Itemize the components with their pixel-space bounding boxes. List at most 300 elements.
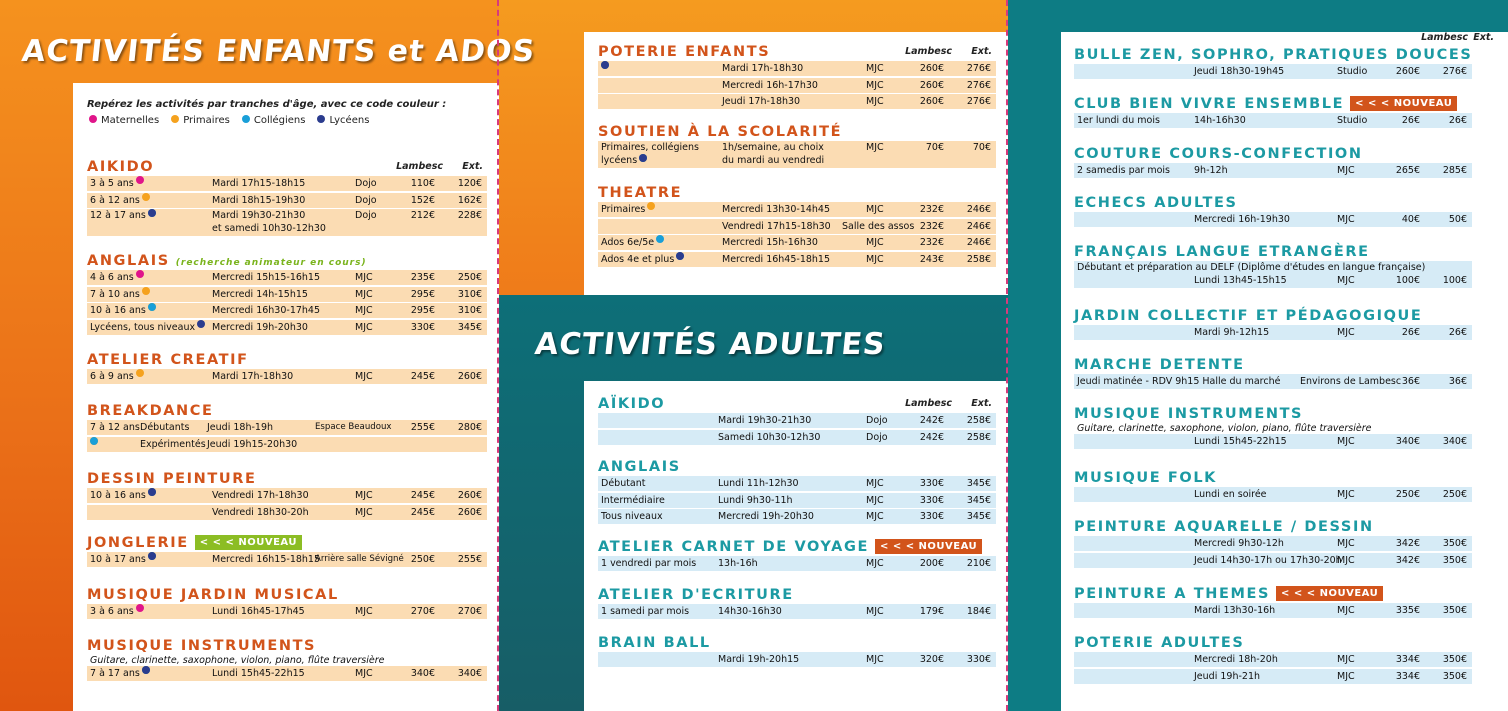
activity-section: [1061, 405, 1508, 451]
nouveau-badge: < < < NOUVEAU: [1350, 96, 1457, 111]
row-price-lambesc: 330€: [919, 478, 944, 489]
activity-section: [73, 586, 499, 621]
activity-title: [598, 634, 996, 652]
activity-title-text: JONGLERIE: [87, 535, 189, 551]
row-place: MJC: [1337, 605, 1355, 616]
row-price-ext: 50€: [1448, 214, 1467, 225]
activity-section: [73, 637, 499, 683]
activity-title-text: ANGLAIS: [598, 459, 681, 475]
row-schedule: Mercredi 19h-20h30: [718, 511, 814, 522]
row-schedule: Lundi 16h45-17h45: [212, 606, 305, 617]
schedule-row: [1074, 603, 1472, 618]
row-price-lambesc: 295€: [410, 305, 435, 316]
activity-section: [1061, 243, 1508, 290]
schedule-row: [87, 320, 487, 335]
age-dot: [142, 287, 150, 295]
activity-title: [1074, 194, 1472, 212]
row-place: Studio: [1337, 66, 1368, 77]
row-place: Dojo: [866, 415, 888, 426]
row-price-lambesc: 335€: [1395, 605, 1420, 616]
activity-section: [73, 470, 499, 521]
row-schedule: Mercredi 16h-17h30: [722, 79, 818, 91]
column-lambesc: Lambesc: [905, 398, 952, 409]
row-price-lambesc: 260€: [919, 96, 944, 107]
row-price-lambesc: 340€: [410, 668, 435, 679]
row-schedule: Mardi 9h-12h15: [1194, 327, 1270, 338]
legend-intro: Repérez les activités par tranches d'âge, avec ce code couleur :: [87, 99, 447, 110]
row-schedule: Mardi 17h15-18h15: [212, 178, 306, 189]
activity-title-text: COUTURE COURS-CONFECTION: [1074, 146, 1363, 162]
row-schedule: Mercredi 16h30-17h45: [212, 305, 321, 316]
row-price-ext: 246€: [966, 237, 991, 248]
row-price-lambesc: 242€: [919, 415, 944, 426]
row-place: MJC: [1337, 489, 1355, 500]
row-schedule: 14h30-16h30: [718, 606, 782, 617]
row-schedule: Lundi 11h-12h30: [718, 478, 799, 489]
row-price-ext: 345€: [966, 494, 991, 506]
row-age: [90, 287, 140, 302]
row-age-text: 3 à 5 ans: [90, 178, 134, 189]
row-price-ext: 310€: [457, 305, 482, 316]
activity-title: [87, 586, 487, 604]
row-price-lambesc: 342€: [1395, 554, 1420, 566]
schedule-row: [1074, 434, 1472, 449]
activity-title-text: ATELIER CREATIF: [87, 352, 249, 368]
schedule-row: [87, 488, 487, 503]
schedule-row: [87, 270, 487, 285]
row-schedule: Mardi 19h30-21h30: [212, 210, 306, 221]
row-age: [90, 176, 134, 191]
row-price-lambesc: 260€: [919, 63, 944, 74]
schedule-row: [87, 287, 487, 302]
row-place: MJC: [866, 511, 884, 522]
age-dot: [656, 235, 664, 243]
column-ext: Ext.: [971, 398, 992, 409]
row-price-ext: 276€: [966, 96, 991, 107]
row-schedule: Lundi 13h45-15h15: [1194, 275, 1287, 286]
column-lambesc: Lambesc: [1421, 32, 1468, 43]
activity-title: [598, 123, 996, 141]
row-schedule: Mardi 19h30-21h30: [718, 415, 812, 426]
row-price-ext: 258€: [966, 431, 991, 443]
activity-title-text: BREAKDANCE: [87, 403, 214, 419]
age-dot: [136, 176, 144, 184]
schedule-row: [598, 413, 996, 428]
row-age-text: 10 à 16 ans: [90, 490, 146, 501]
row-price-ext: 280€: [457, 422, 482, 433]
row-price-lambesc: 255€: [410, 422, 435, 433]
legend-items: [87, 115, 446, 126]
activity-title-text: SOUTIEN À LA SCOLARITÉ: [598, 124, 843, 140]
row-price-ext: 260€: [457, 371, 482, 382]
legend-dot-3: [317, 115, 325, 123]
activity-title: [1074, 145, 1472, 163]
row-price-lambesc: 340€: [1395, 436, 1420, 447]
activity-title: [598, 458, 996, 476]
schedule-row: [1074, 553, 1472, 568]
column-lambesc: Lambesc: [905, 46, 952, 57]
row-schedule: Samedi 10h30-12h30: [718, 431, 821, 443]
row-place: MJC: [1337, 436, 1355, 447]
note-text: Guitare, clarinette, saxophone, violon, piano, flûte traversière: [1077, 423, 1372, 434]
row-schedule: Mercredi 13h30-14h45: [722, 204, 831, 215]
row-age-text: 6 à 9 ans: [90, 371, 134, 382]
row-price-lambesc: 334€: [1395, 654, 1420, 665]
age-dot: [136, 369, 144, 377]
row-price-lambesc: 26€: [1401, 115, 1420, 126]
age-dot: [197, 320, 205, 328]
activity-note: [87, 655, 487, 666]
row-age: [90, 209, 146, 222]
row-price-lambesc: 330€: [919, 511, 944, 522]
activity-subtitle: (recherche animateur en cours): [175, 258, 367, 268]
row-price-lambesc: 232€: [919, 204, 944, 215]
row-age-text: Tous niveaux: [601, 511, 663, 522]
row-price-ext: 228€: [457, 210, 482, 221]
row-level: Débutants: [140, 422, 190, 433]
row-price-ext: 345€: [966, 478, 991, 489]
nouveau-badge: < < < NOUVEAU: [1276, 586, 1383, 601]
row-schedule: Lundi 9h30-11h: [718, 494, 793, 506]
row-age: [601, 202, 645, 217]
row-price-ext: 250€: [1442, 489, 1467, 500]
age-dot: [136, 604, 144, 612]
row-schedule: Mercredi 16h45-18h15: [722, 253, 831, 265]
row-age-text: Débutant: [601, 478, 646, 489]
row-price-ext: 26€: [1448, 327, 1467, 338]
row-age-text: Ados 4e et plus: [601, 253, 675, 265]
row-schedule: Lundi en soirée: [1194, 489, 1267, 500]
row-price-lambesc: 245€: [410, 490, 435, 501]
age-dot: [601, 61, 609, 69]
schedule-row: [598, 252, 996, 267]
age-dot: [148, 552, 156, 560]
activity-title: [87, 534, 487, 552]
row-price-lambesc: 295€: [410, 288, 435, 300]
row-schedule: Mercredi 16h15-18h15: [212, 554, 321, 565]
row-age: [601, 604, 689, 619]
schedule-row: [1074, 536, 1472, 551]
row-schedule-2: et samedi 10h30-12h30: [212, 223, 326, 234]
row-schedule: 14h-16h30: [1194, 115, 1246, 126]
row-price-lambesc: 342€: [1395, 538, 1420, 549]
schedule-row: [1074, 487, 1472, 502]
age-legend: [87, 99, 446, 126]
row-price-ext: 350€: [1442, 605, 1467, 616]
row-price-lambesc: 334€: [1395, 670, 1420, 682]
row-price-ext: 260€: [457, 490, 482, 501]
activity-title-text: MUSIQUE JARDIN MUSICAL: [87, 587, 339, 603]
activity-title-text: JARDIN COLLECTIF ET PÉDAGOGIQUE: [1074, 308, 1423, 324]
row-price-ext: 36€: [1448, 376, 1467, 387]
row-place: MJC: [866, 494, 884, 506]
row-age-text: Primaires: [601, 204, 646, 215]
activity-title-text: DESSIN PEINTURE: [87, 471, 257, 487]
row-price-ext: 345€: [966, 511, 991, 522]
row-price-lambesc: 26€: [1401, 327, 1420, 338]
row-place: MJC: [355, 668, 373, 679]
activity-title-text: ATELIER CARNET DE VOYAGE: [598, 539, 869, 555]
row-schedule: Jeudi 19h15-20h30: [207, 438, 298, 450]
kids-banner-title: ACTIVITÉS ENFANTS et ADOS: [20, 34, 537, 69]
schedule-row: [87, 604, 487, 619]
age-dot: [148, 209, 156, 217]
row-level: Expérimentés: [140, 438, 206, 450]
activity-section: [1061, 356, 1508, 391]
schedule-row: [1074, 325, 1472, 340]
row-age-text: 3 à 6 ans: [90, 606, 134, 617]
row-price-ext: 250€: [457, 272, 482, 283]
activity-section: [73, 534, 499, 569]
row-age: [1077, 163, 1170, 178]
row-place: MJC: [866, 558, 884, 569]
schedule-row: [598, 652, 996, 667]
schedule-row: [87, 420, 487, 435]
row-place: Dojo: [355, 178, 377, 189]
row-price-ext: 246€: [966, 204, 991, 215]
row-place: MJC: [355, 272, 373, 283]
row-schedule: Mercredi 14h-15h15: [212, 288, 308, 300]
activity-title-text: FRANÇAIS LANGUE ETRANGÈRE: [1074, 244, 1370, 260]
row-schedule: Jeudi 18h30-19h45: [1194, 66, 1285, 77]
row-schedule: Lundi 15h45-22h15: [1194, 436, 1287, 447]
row-age-2: [601, 154, 637, 167]
row-price-ext: 276€: [966, 63, 991, 74]
row-schedule: 9h-12h: [1194, 165, 1228, 176]
schedule-row: [1074, 261, 1472, 288]
age-dot: [142, 666, 150, 674]
row-place: MJC: [355, 506, 373, 518]
activity-title-text: PEINTURE A THEMES: [1074, 586, 1271, 602]
row-price-ext: 246€: [966, 220, 991, 232]
schedule-row: [87, 176, 487, 191]
fold-line-right: [1006, 0, 1008, 711]
activity-title: [1074, 469, 1472, 487]
row-age: [601, 235, 654, 250]
schedule-row: [1074, 163, 1472, 178]
row-age: [90, 552, 146, 567]
row-price-ext: 210€: [966, 558, 991, 569]
kids-activities-card: [73, 83, 499, 711]
row-age-text: 7 à 12 ans: [90, 422, 140, 433]
row-age: [601, 556, 696, 571]
adults-activities-card-2: [1061, 32, 1508, 711]
row-place: MJC: [866, 79, 884, 91]
schedule-row: [598, 61, 996, 76]
activity-title: [1074, 95, 1472, 113]
row-age: [90, 303, 146, 318]
row-age-text: 10 à 17 ans: [90, 554, 146, 565]
activity-title: [1074, 356, 1472, 374]
row-schedule: 1h/semaine, au choix: [722, 142, 824, 153]
schedule-row: [1074, 64, 1472, 79]
schedule-row: [598, 509, 996, 524]
row-age: [601, 509, 663, 524]
row-price-ext: 260€: [457, 506, 482, 518]
row-price-ext: 276€: [966, 79, 991, 91]
row-place: MJC: [866, 142, 884, 153]
row-schedule: Jeudi 18h-19h: [207, 422, 274, 433]
row-age: [90, 369, 134, 384]
fold-line-left: [497, 0, 499, 711]
activity-title-text: BRAIN BALL: [598, 635, 711, 651]
row-schedule: Mercredi 16h-19h30: [1194, 214, 1290, 225]
row-price-lambesc: 260€: [1395, 66, 1420, 77]
row-age-text-2: lycéens: [601, 155, 638, 166]
row-price-lambesc: 245€: [410, 506, 435, 518]
legend-label: Primaires: [183, 115, 230, 126]
activity-section: [584, 43, 1008, 111]
nouveau-badge: < < < NOUVEAU: [875, 539, 982, 554]
activity-section: [584, 123, 1008, 170]
activity-title-text: CLUB BIEN VIVRE ENSEMBLE: [1074, 96, 1345, 112]
legend-dot-2: [242, 115, 250, 123]
schedule-row: [598, 430, 996, 445]
activity-title-text: MUSIQUE INSTRUMENTS: [87, 638, 317, 654]
activity-title-text: POTERIE ENFANTS: [598, 44, 771, 60]
row-price-lambesc: 265€: [1395, 165, 1420, 176]
activity-title-text: AÏKIDO: [598, 396, 666, 412]
schedule-row: [598, 235, 996, 250]
row-price-lambesc: 110€: [410, 178, 435, 189]
schedule-row: [87, 552, 487, 567]
age-dot: [142, 193, 150, 201]
activity-section: [1061, 585, 1508, 620]
activity-title: [87, 470, 487, 488]
note-text: Guitare, clarinette, saxophone, violon, piano, flûte traversière: [90, 655, 385, 666]
row-age: [90, 604, 134, 619]
activity-section: [73, 158, 499, 238]
row-place: MJC: [1337, 275, 1355, 286]
row-age: [90, 420, 140, 435]
column-ext: Ext.: [1473, 32, 1494, 43]
row-schedule: Mercredi 15h15-16h15: [212, 272, 321, 283]
row-place: Salle des assos: [842, 220, 915, 232]
row-place: MJC: [866, 204, 884, 215]
row-schedule: Mardi 18h15-19h30: [212, 194, 306, 206]
row-price-ext: 350€: [1442, 554, 1467, 566]
activity-title: [87, 351, 487, 369]
activity-section: [1061, 634, 1508, 685]
schedule-row: [598, 604, 996, 619]
row-schedule: Vendredi 17h-18h30: [212, 490, 309, 501]
activity-title: [598, 586, 996, 604]
activity-section: [584, 458, 1008, 526]
row-schedule: Jeudi 14h30-17h ou 17h30-20h: [1194, 554, 1342, 566]
row-place: MJC: [866, 478, 884, 489]
row-schedule: 13h-16h: [718, 558, 758, 569]
legend-dot-0: [89, 115, 97, 123]
activity-title: [87, 252, 487, 270]
schedule-row: [87, 437, 487, 452]
schedule-row: [598, 476, 996, 491]
age-dot: [148, 488, 156, 496]
row-place: MJC: [1337, 538, 1355, 549]
row-price-lambesc: 330€: [919, 494, 944, 506]
row-place: MJC: [355, 305, 373, 316]
schedule-row: [598, 202, 996, 217]
activity-title-text: THEATRE: [598, 185, 683, 201]
row-schedule: Mardi 13h30-16h: [1194, 605, 1276, 616]
row-price-ext: 258€: [966, 253, 991, 265]
row-place: MJC: [1337, 670, 1355, 682]
row-place: MJC: [1337, 165, 1355, 176]
row-price-ext: 350€: [1442, 538, 1467, 549]
row-price-lambesc: 232€: [919, 220, 944, 232]
row-age: [601, 476, 646, 491]
row-place: MJC: [355, 606, 373, 617]
schedule-row: [598, 493, 996, 508]
schedule-row: [87, 193, 487, 208]
row-price-lambesc: 270€: [410, 606, 435, 617]
row-age-text: Primaires, collégiens: [601, 142, 699, 153]
activity-title-text: ECHECS ADULTES: [1074, 195, 1238, 211]
row-place: Dojo: [866, 431, 888, 443]
activity-title-text: AIKIDO: [87, 159, 155, 175]
activity-title: [1074, 243, 1472, 261]
row-age: [1077, 374, 1280, 389]
row-schedule: Mercredi 9h30-12h: [1194, 538, 1284, 549]
row-age: [601, 252, 674, 267]
row-price-lambesc: 330€: [410, 321, 435, 333]
age-dot: [639, 154, 647, 162]
adults-banner-title: ACTIVITÉS ADULTES: [533, 327, 888, 362]
row-price-ext: 120€: [457, 178, 482, 189]
activity-title: [598, 538, 996, 556]
row-place: MJC: [866, 654, 884, 665]
row-place: MJC: [866, 63, 884, 74]
activity-section: [584, 184, 1008, 268]
row-price-lambesc: 212€: [410, 210, 435, 221]
activity-section: [584, 586, 1008, 621]
row-price-lambesc: 36€: [1401, 376, 1420, 387]
row-price-ext: 70€: [972, 142, 991, 153]
row-age-text: Jeudi matinée - RDV 9h15 Halle du marché: [1077, 376, 1281, 387]
activity-title: [1074, 634, 1472, 652]
row-price-lambesc: 245€: [410, 371, 435, 382]
legend-label: Maternelles: [101, 115, 160, 126]
row-price-lambesc: 242€: [919, 431, 944, 443]
row-price-ext: 255€: [457, 554, 482, 565]
row-price-ext: 350€: [1442, 670, 1467, 682]
age-dot: [136, 270, 144, 278]
legend-dot-1: [171, 115, 179, 123]
schedule-row: [1074, 669, 1472, 684]
row-schedule: Mardi 19h-20h15: [718, 654, 800, 665]
row-place: Studio: [1337, 115, 1368, 126]
activity-section: [73, 402, 499, 453]
activity-title-text: MARCHE DETENTE: [1074, 357, 1245, 373]
row-price-lambesc: 243€: [919, 253, 944, 265]
row-age-text: 1 vendredi par mois: [601, 558, 697, 569]
row-age: [90, 666, 140, 681]
row-price-ext: 340€: [1442, 436, 1467, 447]
schedule-row: [1074, 212, 1472, 227]
row-schedule: Jeudi 19h-21h: [1194, 670, 1261, 682]
row-age-text: 4 à 6 ans: [90, 272, 134, 283]
row-age-text: 10 à 16 ans: [90, 305, 146, 316]
row-price-ext: 184€: [966, 606, 991, 617]
row-place: MJC: [866, 606, 884, 617]
row-age-text: 12 à 17 ans: [90, 210, 146, 221]
row-price-lambesc: 179€: [919, 606, 944, 617]
activity-title-text: ATELIER D'ECRITURE: [598, 587, 794, 603]
row-schedule: Lundi 15h45-22h15: [212, 668, 305, 679]
schedule-row: [1074, 652, 1472, 667]
row-place: MJC: [866, 253, 884, 265]
activity-section: [1061, 95, 1508, 130]
schedule-row: [87, 505, 487, 520]
